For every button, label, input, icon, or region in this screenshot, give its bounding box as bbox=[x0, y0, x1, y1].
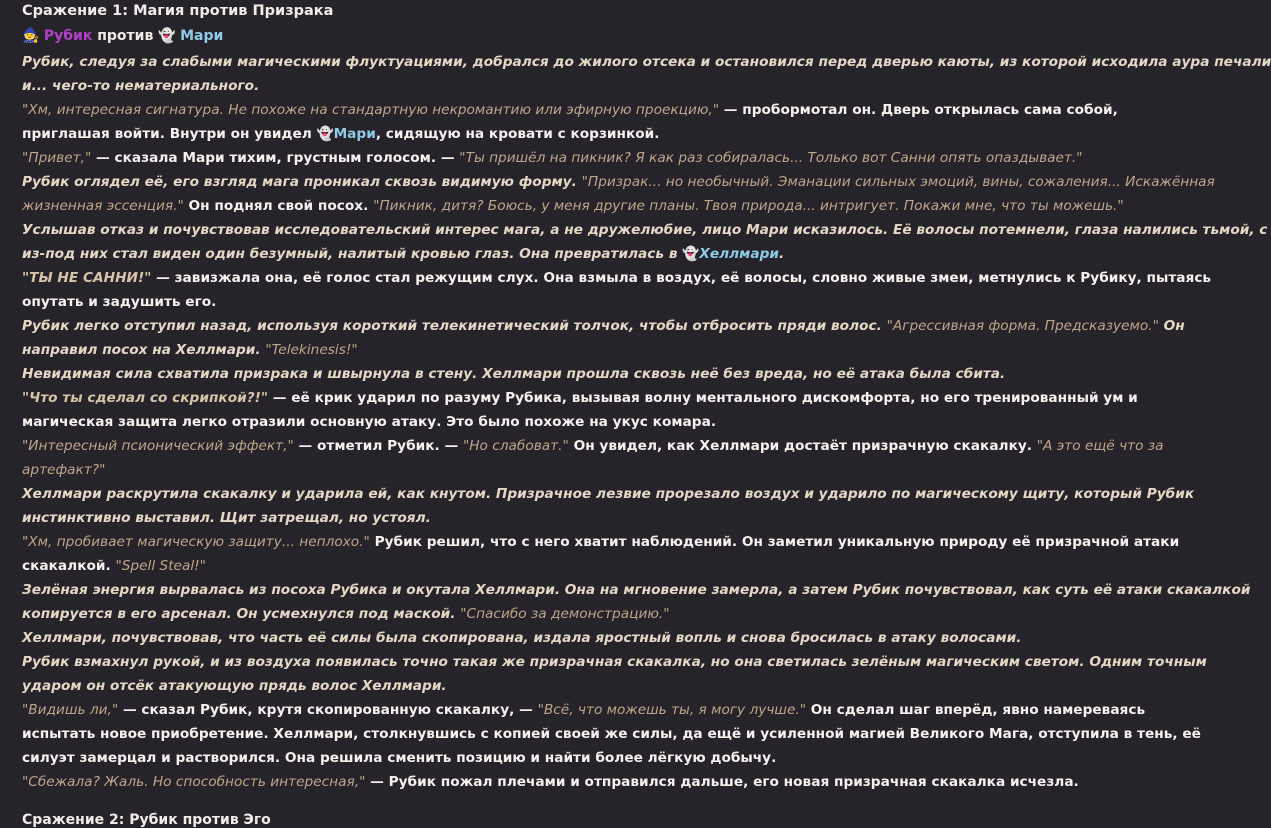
narration-paragraph: Рубик легко отступил назад, используя короткий телекинетический толчок, чтобы отбросить пряди волос. "Агрессивная форма. Предсказуемо." Он направил посох на Хеллмари. "Telekinesis!" bbox=[22, 318, 1185, 358]
dialogue-paragraph: "Что ты сделал со скрипкой?!" — её крик ударил по разуму Рубика, вызывая волну ментального дискомфорта, но его тренированный ум и магическая защита легко отразили основную атаку. Это было похоже на укус комара. bbox=[22, 390, 1138, 430]
battle-title: Сражение 1: Магия против Призрака bbox=[22, 3, 334, 19]
narration-paragraph: Рубик оглядел её, его взгляд мага проникал сквозь видимую форму. "Призрак... но необычный. Эманации сильных эмоций, вины, сожаления... Искажённая жизненная эссенция." Он поднял свой посох. "Пикник, дитя? Боюсь, у меня другие планы. Твоя природа... интригует. Покажи мне, что ты можешь." bbox=[22, 174, 1215, 214]
ghost-icon: 👻 bbox=[682, 246, 700, 262]
matchup-line bbox=[22, 26, 1152, 46]
dialogue-paragraph: "Видишь ли," — сказал Рубик, крутя скопированную скакалку, — "Всё, что можешь ты, я могу лучше." Он сделал шаг вперёд, явно намереваясь испытать новое приобретение. Хеллмари, столкнувшись с копией своей же силы, да ещё и усиленной магией Великого Мага, отступила в тень, её силуэт замерцал и растворился. Она решила сменить позицию и найти более лёгкую добычу. bbox=[22, 702, 1201, 766]
ghost-icon: 👻 bbox=[316, 126, 334, 142]
next-battle-title: Сражение 2: Рубик против Эго bbox=[22, 812, 271, 828]
fighter-mari: Мари bbox=[180, 28, 224, 44]
dialogue-paragraph: "Интересный псионический эффект," — отметил Рубик. — "Но слабоват." Он увидел, как Хеллмари достаёт призрачную скакалку. "А это ещё что за артефакт?" bbox=[22, 438, 1164, 478]
narration-paragraph: Рубик, следуя за слабыми магическими флуктуациями, добрался до жилого отсека и остановился перед дверью каюты, из которой исходила аура печали и... чего-то нематериального. bbox=[22, 54, 1271, 94]
ghost-icon: 👻 bbox=[158, 28, 176, 44]
fighter-rubik: Рубик bbox=[43, 28, 93, 44]
wizard-icon: 🧙 bbox=[22, 28, 40, 44]
narration-paragraph: Невидимая сила схватила призрака и швырнула в стену. Хеллмари прошла сквозь неё без вреда, но её атака была сбита. bbox=[22, 366, 1006, 382]
dialogue-paragraph: "Хм, пробивает магическую защиту... неплохо." Рубик решил, что с него хватит наблюдений. Он заметил уникальную природу её призрачной атаки скакалкой. "Spell Steal!" bbox=[22, 534, 1180, 574]
versus-label: против bbox=[97, 28, 154, 44]
dialogue-paragraph: "ТЫ НЕ САННИ!" — завизжала она, её голос стал режущим слух. Она взмыла в воздух, её волосы, словно живые змеи, метнулись к Рубику, пытаясь опутать и задушить его. bbox=[22, 270, 1212, 310]
dialogue-paragraph: "Сбежала? Жаль. Но способность интересная," — Рубик пожал плечами и отправился дальше, его новая призрачная скакалка исчезла. bbox=[22, 774, 1079, 790]
narration-paragraph: Услышав отказ и почувствовав исследовательский интерес мага, а не дружелюбие, лицо Мари исказилось. Её волосы потемнели, глаза налились тьмой, с из-под них стал виден один безумный, налитый кровью глаз. Она превратилась в 👻Хеллмари. bbox=[22, 218, 1152, 266]
battle-log bbox=[22, 2, 1271, 794]
dialogue-paragraph: "Привет," — сказала Мари тихим, грустным голосом. — "Ты пришёл на пикник? Я как раз собиралась... Только вот Санни опять опаздывает." bbox=[22, 150, 1083, 166]
narration-paragraph: Хеллмари раскрутила скакалку и ударила ей, как кнутом. Призрачное лезвие прорезало воздух и ударило по магическому щиту, который Рубик инстинктивно выставил. Щит затрещал, но устоял. bbox=[22, 486, 1195, 526]
narration-paragraph: Хеллмари, почувствовав, что часть её силы была скопирована, издала яростный вопль и снова бросилась в атаку волосами. bbox=[22, 630, 1022, 646]
narration-paragraph: Зелёная энергия вырвалась из посоха Рубика и окутала Хеллмари. Она на мгновение замерла, а затем Рубик почувствовал, как суть её атаки скакалкой копируется в его арсенал. Он усмехнулся под маской. "Спасибо за демонстрацию." bbox=[22, 582, 1251, 622]
hellmari-mention: Хеллмари bbox=[699, 246, 779, 262]
dialogue-paragraph: "Хм, интересная сигнатура. Не похоже на стандартную некромантию или эфирную проекцию," — пробормотал он. Дверь открылась сама собой, приглашая войти. Внутри он увидел 👻Мари, сидящую на кровати с корзинкой. bbox=[22, 98, 1152, 146]
mari-mention: Мари bbox=[333, 126, 376, 142]
narration-paragraph: Рубик взмахнул рукой, и из воздуха появилась точно такая же призрачная скакалка, но она светилась зелёным магическим светом. Одним точным ударом он отсёк атакующую прядь волос Хеллмари. bbox=[22, 654, 1207, 694]
